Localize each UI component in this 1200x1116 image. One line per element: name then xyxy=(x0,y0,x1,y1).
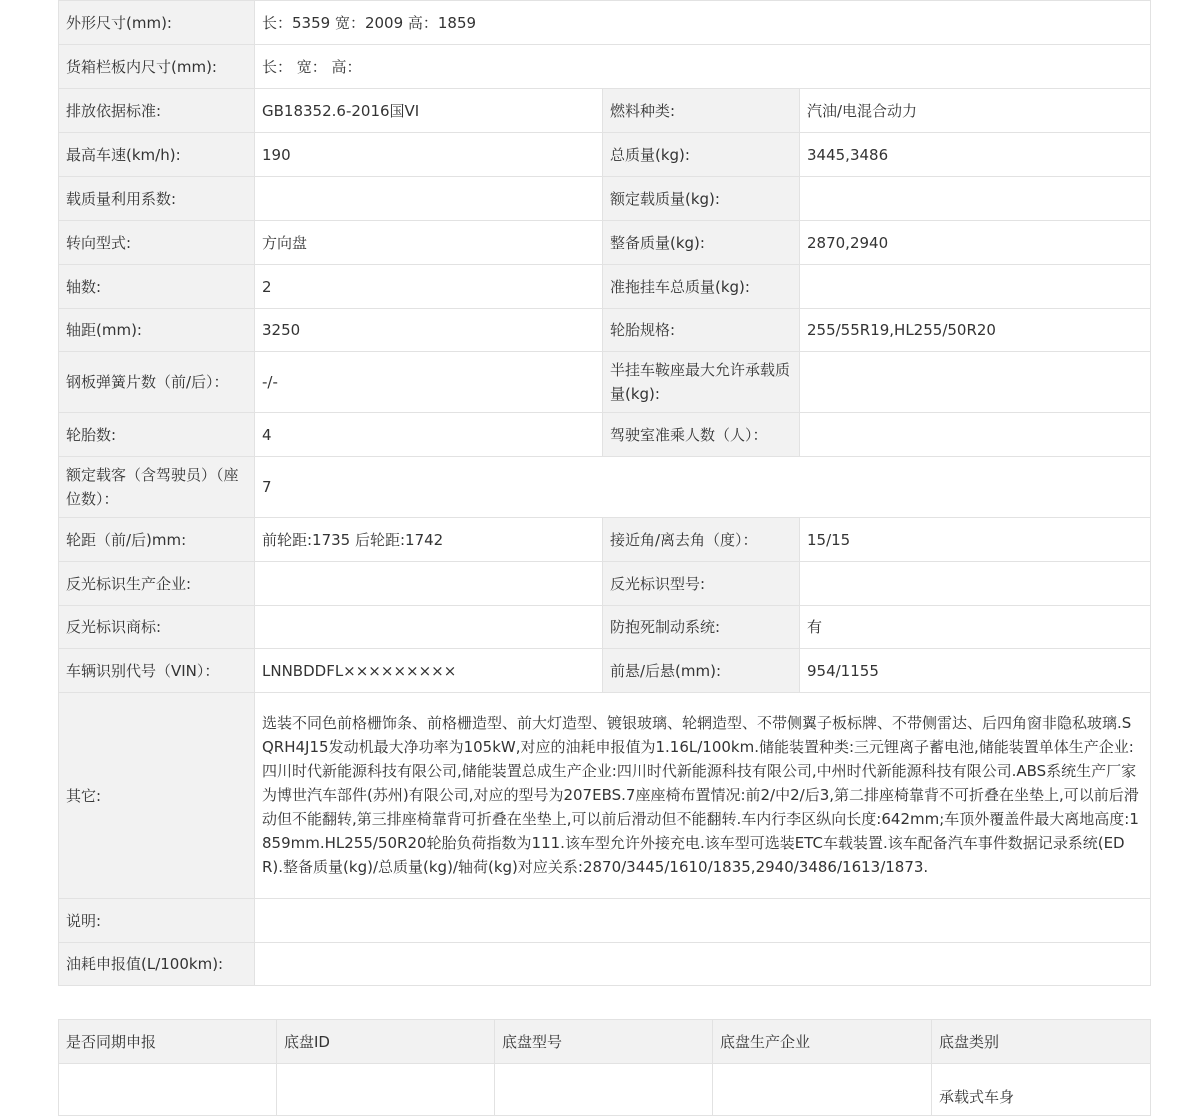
spec-value: 7 xyxy=(255,457,1151,518)
spec-label: 货箱栏板内尺寸(mm): xyxy=(59,45,255,89)
spec-value: 4 xyxy=(255,413,603,457)
spec-value: 2 xyxy=(255,265,603,309)
spec-row xyxy=(59,943,1151,986)
vehicle-spec-body xyxy=(59,1,1151,986)
spec-label: 轮胎规格: xyxy=(603,309,800,352)
spec-label: 轮胎数: xyxy=(59,413,255,457)
chassis-header-cell: 底盘型号 xyxy=(495,1020,713,1064)
spec-label: 载质量利用系数: xyxy=(59,177,255,221)
spec-row xyxy=(59,518,1151,562)
spec-label: 整备质量(kg): xyxy=(603,221,800,265)
spec-label: 前悬/后悬(mm): xyxy=(603,649,800,693)
chassis-cell: 承载式车身 xyxy=(932,1064,1151,1116)
spec-label: 燃料种类: xyxy=(603,89,800,133)
spec-value: 3250 xyxy=(255,309,603,352)
chassis-header-cell: 底盘生产企业 xyxy=(713,1020,932,1064)
spec-label: 钢板弹簧片数（前/后）： xyxy=(59,352,255,413)
spec-row xyxy=(59,562,1151,606)
spec-value xyxy=(255,177,603,221)
spec-label: 外形尺寸(mm): xyxy=(59,1,255,45)
spec-value: GB18352.6-2016国VI xyxy=(255,89,603,133)
spec-value: 3445,3486 xyxy=(800,133,1151,177)
spec-row xyxy=(59,221,1151,265)
spec-value: 有 xyxy=(800,606,1151,649)
spec-row xyxy=(59,352,1151,413)
spec-label: 排放依据标准: xyxy=(59,89,255,133)
spec-value xyxy=(255,899,1151,943)
spec-value: 长： 宽： 高： xyxy=(255,45,1151,89)
spec-value: 190 xyxy=(255,133,603,177)
spec-label: 防抱死制动系统: xyxy=(603,606,800,649)
chassis-body xyxy=(59,1064,1151,1116)
chassis-header-cell: 底盘ID xyxy=(277,1020,495,1064)
spec-row xyxy=(59,89,1151,133)
spec-row xyxy=(59,309,1151,352)
chassis-header-row xyxy=(59,1020,1151,1064)
spec-value: LNNBDDFL××××××××× xyxy=(255,649,603,693)
spec-value: 255/55R19,HL255/50R20 xyxy=(800,309,1151,352)
spec-value xyxy=(800,177,1151,221)
spec-label: 额定载质量(kg): xyxy=(603,177,800,221)
spec-value xyxy=(800,352,1151,413)
spec-label: 其它: xyxy=(59,693,255,899)
spec-label: 接近角/离去角（度）： xyxy=(603,518,800,562)
spec-value xyxy=(255,943,1151,986)
spec-value: 选装不同色前格栅饰条、前格栅造型、前大灯造型、镀银玻璃、轮辋造型、不带侧翼子板标牌、不带侧雷达、后四角窗非隐私玻璃.SQRH4J15发动机最大净功率为105kW,对应的油耗申报值为1.16L/100km.储能装置种类:三元锂离子蓄电池,储能装置单体生产企业:四川时代新能源科技有限公司,储能装置总成生产企业:四川时代新能源科技有限公司,中州时代新能源科技有限公司.ABS系统生产厂家为博世汽车部件(苏州)有限公司,对应的型号为207EBS.7座座椅布置情况:前2/中2/后3,第二排座椅靠背不可折叠在坐垫上,可以前后滑动但不能翻转,第三排座椅靠背可折叠在坐垫上,可以前后滑动但不能翻转.车内行李区纵向长度:642mm;车顶外覆盖件最大离地高度:1859mm.HL255/50R20轮胎负荷指数为111.该车型允许外接充电.该车型可选装ETC车载装置.该车配备汽车事件数据记录系统(EDR).整备质量(kg)/总质量(kg)/轴荷(kg)对应关系:2870/3445/1610/1835,2940/3486/1613/1873. xyxy=(255,693,1151,899)
spec-value xyxy=(800,413,1151,457)
spec-label: 总质量(kg): xyxy=(603,133,800,177)
chassis-header-cell: 底盘类别 xyxy=(932,1020,1151,1064)
spec-label: 反光标识生产企业: xyxy=(59,562,255,606)
chassis-header-cell: 是否同期申报 xyxy=(59,1020,277,1064)
chassis-row xyxy=(59,1064,1151,1116)
spec-label: 轴数: xyxy=(59,265,255,309)
spec-label: 油耗申报值(L/100km): xyxy=(59,943,255,986)
spec-row xyxy=(59,45,1151,89)
spec-label: 反光标识型号: xyxy=(603,562,800,606)
spec-label: 车辆识别代号（VIN）： xyxy=(59,649,255,693)
spec-label: 半挂车鞍座最大允许承载质量(kg): xyxy=(603,352,800,413)
spec-label: 轴距(mm): xyxy=(59,309,255,352)
spec-value: 954/1155 xyxy=(800,649,1151,693)
spec-row xyxy=(59,1,1151,45)
chassis-cell xyxy=(713,1064,932,1116)
vehicle-spec-table xyxy=(58,0,1151,986)
spec-row xyxy=(59,649,1151,693)
spec-label: 转向型式: xyxy=(59,221,255,265)
spec-value xyxy=(800,562,1151,606)
chassis-cell xyxy=(277,1064,495,1116)
spec-row xyxy=(59,413,1151,457)
spec-label: 说明: xyxy=(59,899,255,943)
spec-value: -/- xyxy=(255,352,603,413)
spec-value xyxy=(255,606,603,649)
spec-row xyxy=(59,693,1151,899)
spec-value xyxy=(255,562,603,606)
spec-value xyxy=(800,265,1151,309)
spec-value: 前轮距:1735 后轮距:1742 xyxy=(255,518,603,562)
spec-label: 准拖挂车总质量(kg): xyxy=(603,265,800,309)
spec-value: 15/15 xyxy=(800,518,1151,562)
spec-label: 轮距（前/后)mm: xyxy=(59,518,255,562)
spec-value: 汽油/电混合动力 xyxy=(800,89,1151,133)
spec-row xyxy=(59,457,1151,518)
spec-row xyxy=(59,606,1151,649)
chassis-cell xyxy=(59,1064,277,1116)
chassis-cell xyxy=(495,1064,713,1116)
spec-label: 最高车速(km/h): xyxy=(59,133,255,177)
spec-value: 2870,2940 xyxy=(800,221,1151,265)
spec-label: 驾驶室准乘人数（人）： xyxy=(603,413,800,457)
spec-row xyxy=(59,265,1151,309)
spec-row xyxy=(59,899,1151,943)
spec-label: 反光标识商标: xyxy=(59,606,255,649)
spec-row xyxy=(59,177,1151,221)
spec-row xyxy=(59,133,1151,177)
chassis-table xyxy=(58,1019,1151,1116)
spec-label: 额定载客（含驾驶员）（座位数）： xyxy=(59,457,255,518)
spec-value: 长：5359 宽：2009 高：1859 xyxy=(255,1,1151,45)
spec-value: 方向盘 xyxy=(255,221,603,265)
